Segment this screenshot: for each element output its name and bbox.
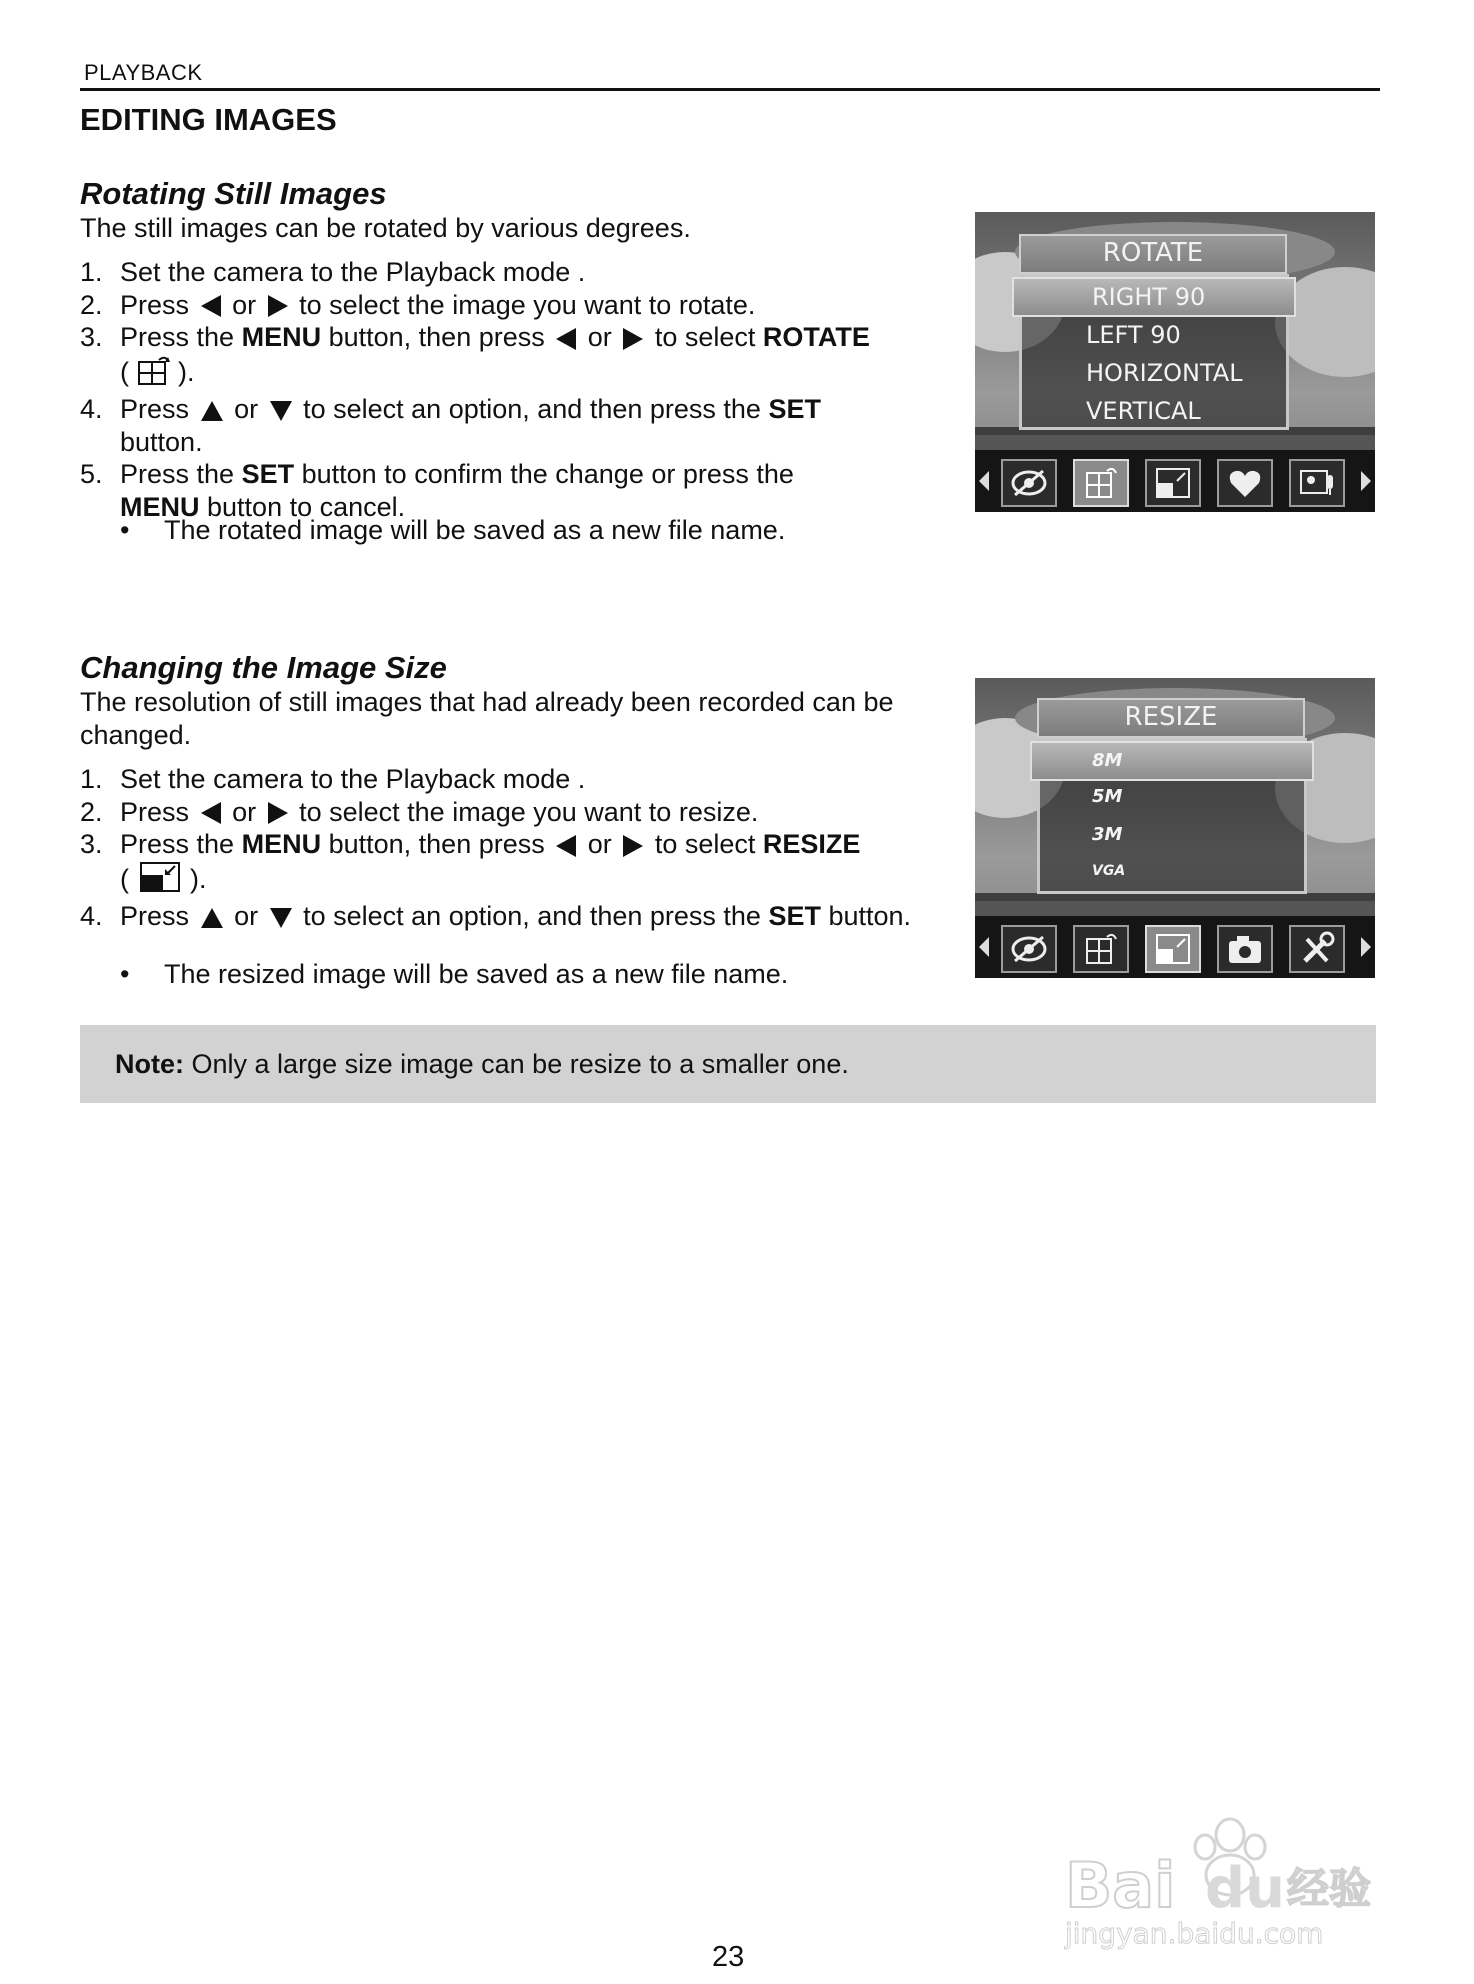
menu-option-left-90[interactable]: LEFT 90: [1086, 321, 1181, 349]
down-arrow-icon: [270, 401, 292, 421]
resize-menu-list: [1037, 738, 1307, 894]
rotate-subtitle: Rotating Still Images: [80, 176, 387, 211]
rotate-step-5: 5. Press the SET button to confirm the change or press the MENU button to cancel.: [80, 459, 794, 522]
resize-subtitle: Changing the Image Size: [80, 650, 447, 685]
svg-text:经验: 经验: [1287, 1864, 1372, 1913]
voice-memo-icon[interactable]: [1289, 459, 1345, 507]
up-arrow-icon: [201, 401, 223, 421]
baidu-watermark-logo: [1055, 1795, 1415, 1950]
right-arrow-icon: [623, 835, 643, 857]
resize-bullet: • The resized image will be saved as a new file name.: [120, 958, 789, 989]
note-label: Note:: [115, 1049, 184, 1079]
rotate-icon: [137, 354, 171, 394]
right-arrow-icon: [623, 328, 643, 350]
rotate-icon[interactable]: [1073, 459, 1129, 507]
right-arrow-icon: [268, 295, 288, 317]
rotate-step-1: 1. Set the camera to the Playback mode .: [80, 257, 586, 287]
icon-bar: [975, 916, 1375, 978]
menu-option-right-90[interactable]: RIGHT 90: [1012, 277, 1296, 317]
rotate-steps: [80, 256, 960, 523]
resize-step-1: 1. Set the camera to the Playback mode .: [80, 764, 586, 794]
rotate-camera-screen: [975, 212, 1375, 512]
page-title: EDITING IMAGES: [80, 102, 337, 137]
tools-icon[interactable]: [1289, 925, 1345, 973]
bar-right-arrow-icon[interactable]: [1361, 471, 1371, 491]
rotate-bullet: • The rotated image will be saved as a new file name.: [120, 515, 786, 545]
icon-bar: [975, 450, 1375, 512]
protect-icon[interactable]: [1001, 459, 1057, 507]
note-body: Only a large size image can be resize to a smaller one.: [191, 1049, 849, 1079]
rotate-step-4: 4. Press or to select an option, and then press the SET button.: [80, 394, 821, 457]
bullet-dot: •: [120, 958, 130, 989]
resize-steps: [80, 763, 980, 933]
down-arrow-icon: [270, 908, 292, 928]
resize-step-3: 3. Press the MENU button, then press or to select RESIZE ( ).: [80, 828, 980, 900]
menu-option-3m[interactable]: 3M: [1092, 824, 1123, 845]
rotate-icon[interactable]: [1073, 925, 1129, 973]
note-box: [80, 1025, 1376, 1103]
up-arrow-icon: [201, 908, 223, 928]
menu-option-horizontal[interactable]: HORIZONTAL: [1086, 359, 1243, 387]
rotate-menu-list: [1019, 274, 1289, 430]
left-arrow-icon: [556, 328, 576, 350]
bar-right-arrow-icon[interactable]: [1361, 937, 1371, 957]
protect-icon[interactable]: [1001, 925, 1057, 973]
rotate-step-3: 3. Press the MENU button, then press or to select ROTATE ( ).: [80, 321, 960, 393]
menu-option-vertical[interactable]: VERTICAL: [1086, 397, 1201, 425]
header-rule: [80, 88, 1380, 91]
menu-option-5m[interactable]: 5M: [1092, 786, 1123, 807]
menu-option-8m[interactable]: 8M: [1030, 741, 1314, 781]
left-arrow-icon: [556, 835, 576, 857]
resize-intro: The resolution of still images that had already been recorded can be changed.: [80, 687, 894, 750]
left-arrow-icon: [201, 295, 221, 317]
bullet-dot: •: [120, 515, 130, 545]
section-header: PLAYBACK: [84, 60, 203, 85]
bar-left-arrow-icon[interactable]: [979, 937, 989, 957]
resize-icon[interactable]: [1145, 925, 1201, 973]
resize-step-4: 4. Press or to select an option, and then press the SET button.: [80, 901, 912, 931]
rotate-step-2: 2. Press or to select the image you want to rotate.: [80, 289, 756, 320]
svg-text:du: du: [1205, 1856, 1285, 1921]
bar-left-arrow-icon[interactable]: [979, 471, 989, 491]
menu-option-vga[interactable]: VGA: [1092, 863, 1126, 879]
resize-icon[interactable]: [1145, 459, 1201, 507]
heart-icon[interactable]: [1217, 459, 1273, 507]
resize-step-2: 2. Press or to select the image you want to resize.: [80, 796, 759, 827]
svg-text:jingyan.baidu.com: jingyan.baidu.com: [1065, 1917, 1324, 1950]
page-number: 23: [712, 1941, 745, 1973]
note-text: [115, 1025, 849, 1103]
menu-title: ROTATE: [1019, 234, 1287, 274]
right-arrow-icon: [268, 802, 288, 824]
menu-title: RESIZE: [1037, 698, 1305, 738]
resize-icon: [137, 861, 183, 901]
rotate-intro: The still images can be rotated by various degrees.: [80, 213, 691, 243]
svg-text:Bai: Bai: [1065, 1849, 1176, 1922]
camera-icon[interactable]: [1217, 925, 1273, 973]
left-arrow-icon: [201, 802, 221, 824]
resize-camera-screen: [975, 678, 1375, 978]
